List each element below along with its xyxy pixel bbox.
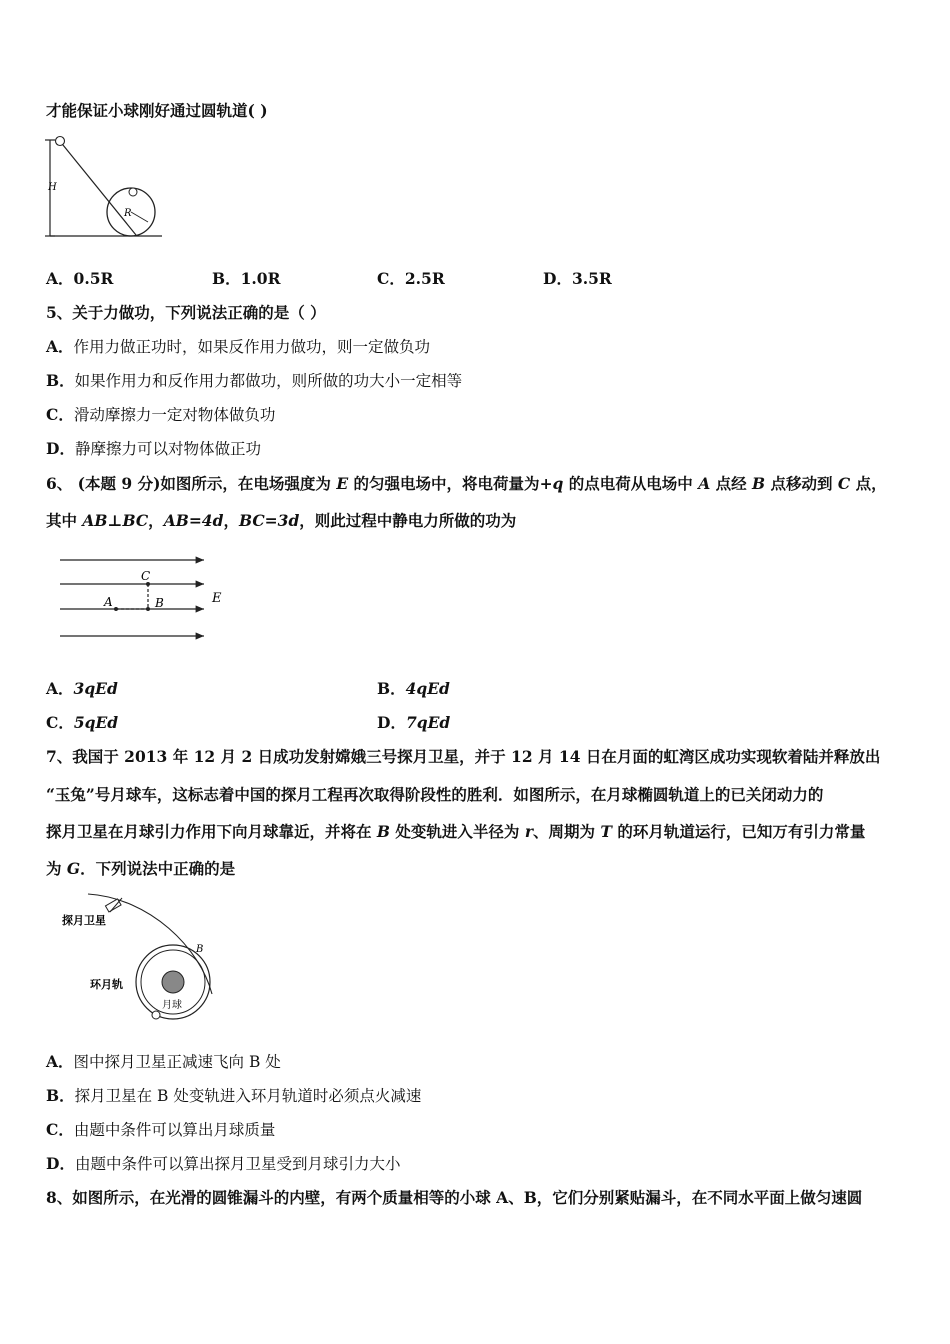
q7-stem-line4: 为 G．下列说法中正确的是 (46, 859, 236, 878)
q7-option-b: B．探月卫星在 B 处变轨进入环月轨道时必须点火减速 (46, 1086, 422, 1105)
q7-figure-lunar-orbit (60, 888, 230, 1028)
q6-figure-electric-field (58, 552, 238, 652)
q7-stem-line2: “玉兔”号月球车，这标志着中国的探月工程再次取得阶段性的胜利．如图所示，在月球椭圆轨道上的已关闭动力的 (46, 785, 824, 804)
q5-option-b: B．如果作用力和反作用力都做功，则所做的功大小一定相等 (46, 371, 463, 390)
q4-option-c: C．2.5R (377, 269, 445, 288)
q5-option-c: C．滑动摩擦力一定对物体做负功 (46, 405, 276, 424)
q7-label-orbit: 环月轨 (90, 978, 123, 991)
q6-stem-line2: 其中 AB⊥BC，AB=4d，BC=3d，则此过程中静电力所做的功为 (46, 511, 517, 530)
q4-figure-loop-track (40, 132, 170, 242)
q6-stem-line1: 6、 (本题 9 分)如图所示，在电场强度为 E 的匀强电场中，将电荷量为+q 的点电荷从电场中 A 点经 B 点移动到 C 点， (46, 474, 887, 493)
q5-stem: 5、关于力做功，下列说法正确的是（ ） (46, 303, 326, 322)
q6-label-C: C (141, 569, 151, 583)
q4-option-b: B．1.0R (212, 269, 281, 288)
q7-label-moon: 月球 (162, 1000, 182, 1011)
q5-option-a: A．作用力做正功时，如果反作用力做功，则一定做负功 (46, 337, 431, 356)
q7-option-d: D．由题中条件可以算出探月卫星受到月球引力大小 (46, 1154, 401, 1173)
q7-stem-line3: 探月卫星在月球引力作用下向月球靠近，并将在 B 处变轨进入半径为 r、周期为 T 的环月轨道运行，已知万有引力常量 (46, 822, 866, 841)
q4-label-R: R (124, 208, 132, 219)
q4-option-d: D．3.5R (543, 269, 612, 288)
q6-option-d: D．7qEd (377, 713, 451, 732)
q8-stem-line1: 8、如图所示，在光滑的圆锥漏斗的内壁，有两个质量相等的小球 A、B，它们分别紧贴漏斗，在不同水平面上做匀速圆 (46, 1188, 863, 1207)
q7-stem-line1: 7、我国于 2013 年 12 月 2 日成功发射嫦娥三号探月卫星，并于 12 月 14 日在月面的虹湾区成功实现软着陆并释放出 (46, 747, 881, 766)
q6-option-c: C．5qEd (46, 713, 119, 732)
q6-label-E: E (212, 591, 222, 606)
q5-option-d: D．静摩擦力可以对物体做正功 (46, 439, 261, 458)
q6-option-b: B．4qEd (377, 679, 450, 698)
q6-label-A: A (104, 595, 113, 609)
q7-option-c: C．由题中条件可以算出月球质量 (46, 1120, 276, 1139)
q6-label-B: B (155, 596, 164, 610)
q4-option-a: A．0.5R (46, 269, 114, 288)
q7-label-B: B (196, 944, 204, 955)
q4-stem-tail: 才能保证小球刚好通过圆轨道( ) (46, 101, 268, 120)
q7-option-a: A．图中探月卫星正减速飞向 B 处 (46, 1052, 281, 1071)
q4-label-H: H (48, 182, 57, 193)
q7-label-probe: 探月卫星 (62, 914, 106, 927)
q6-option-a: A．3qEd (46, 679, 118, 698)
